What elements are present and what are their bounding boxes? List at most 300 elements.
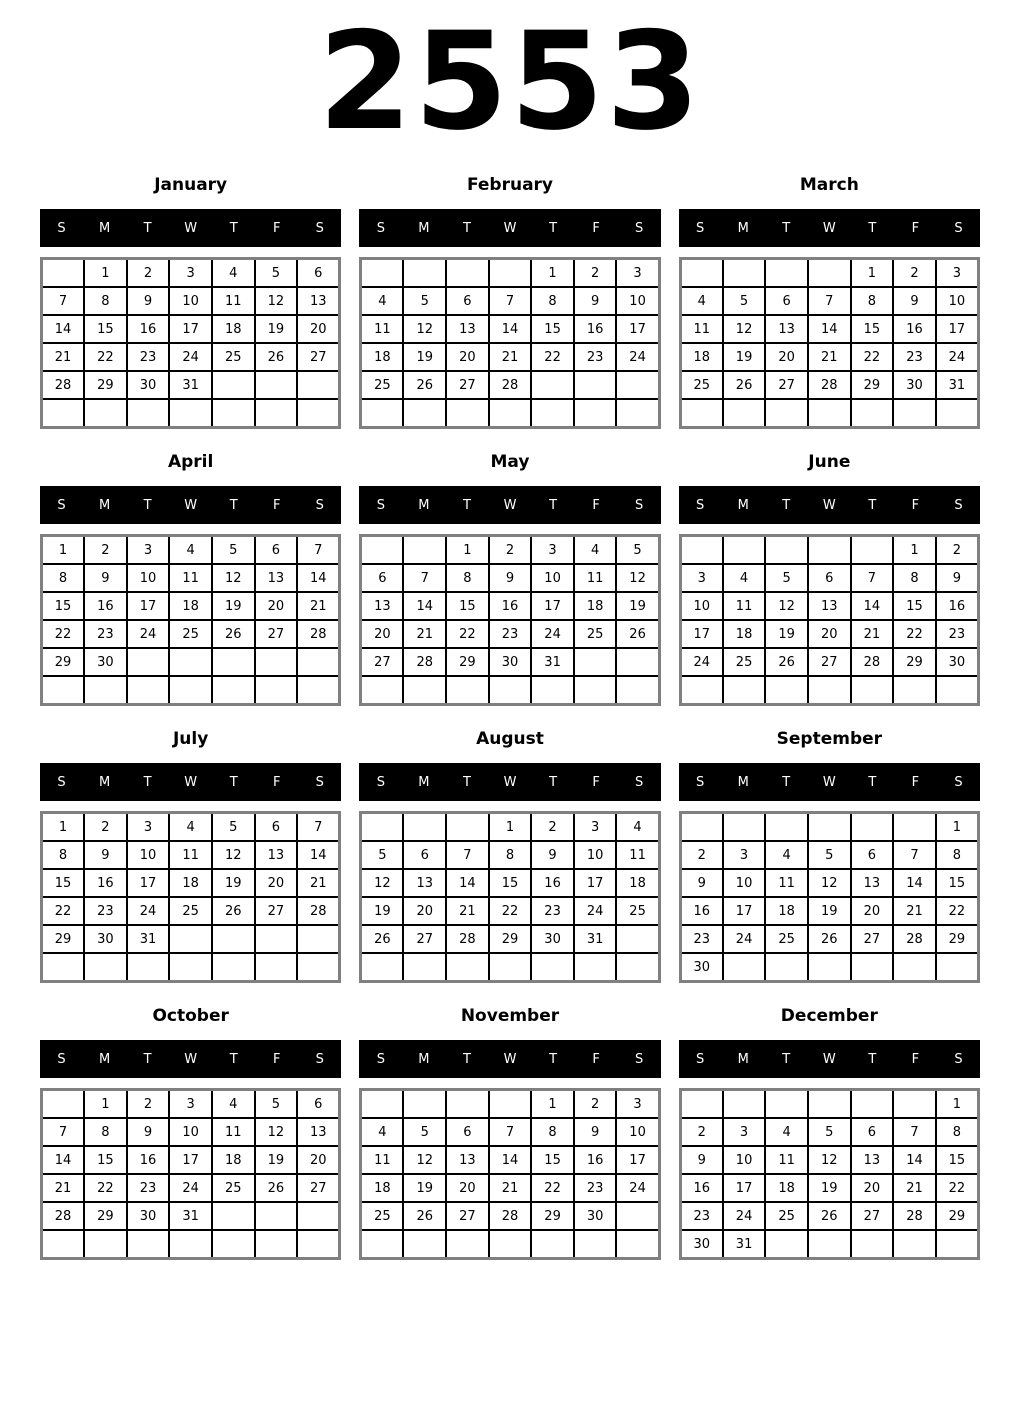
date-cell-30: 30 xyxy=(680,1230,723,1259)
weekday-label: S xyxy=(696,220,705,236)
month-title: April xyxy=(167,452,214,472)
week-row xyxy=(42,1174,340,1202)
empty-cell xyxy=(765,536,808,565)
months-grid xyxy=(40,163,980,1271)
empty-cell xyxy=(851,813,894,842)
date-cell-15: 15 xyxy=(489,869,532,897)
date-cell-31: 31 xyxy=(531,648,574,676)
date-cell-25: 25 xyxy=(616,897,659,925)
date-cell-18: 18 xyxy=(574,592,617,620)
weekday-header xyxy=(40,209,341,247)
empty-cell xyxy=(808,259,851,288)
date-cell-17: 17 xyxy=(936,315,979,343)
date-cell-23: 23 xyxy=(893,343,936,371)
weekday-label: T xyxy=(782,774,791,790)
date-cell-22: 22 xyxy=(531,1174,574,1202)
date-cell-4: 4 xyxy=(212,1090,255,1119)
date-cell-3: 3 xyxy=(616,1090,659,1119)
date-cell-7: 7 xyxy=(851,564,894,592)
weekday-label: S xyxy=(315,774,324,790)
month-april xyxy=(40,440,341,706)
weekday-label: F xyxy=(911,1051,920,1067)
empty-cell xyxy=(403,813,446,842)
empty-cell xyxy=(403,536,446,565)
empty-cell xyxy=(403,399,446,428)
date-cell-8: 8 xyxy=(84,1118,127,1146)
date-cell-19: 19 xyxy=(808,897,851,925)
date-cell-9: 9 xyxy=(84,564,127,592)
week-row xyxy=(361,1174,659,1202)
date-cell-24: 24 xyxy=(616,1174,659,1202)
empty-cell xyxy=(765,1090,808,1119)
date-cell-19: 19 xyxy=(255,1146,298,1174)
date-cell-13: 13 xyxy=(297,287,340,315)
date-cell-15: 15 xyxy=(42,869,85,897)
week-row xyxy=(361,259,659,288)
date-cell-30: 30 xyxy=(531,925,574,953)
date-cell-22: 22 xyxy=(42,897,85,925)
empty-cell xyxy=(808,676,851,705)
date-cell-21: 21 xyxy=(403,620,446,648)
date-cell-19: 19 xyxy=(723,343,766,371)
date-cell-12: 12 xyxy=(403,315,446,343)
weekday-label: F xyxy=(273,774,281,790)
weekday-label: W xyxy=(503,497,517,513)
date-cell-4: 4 xyxy=(616,813,659,842)
empty-cell xyxy=(255,953,298,982)
date-cell-11: 11 xyxy=(169,841,212,869)
date-cell-31: 31 xyxy=(723,1230,766,1259)
month-title: November xyxy=(460,1006,560,1026)
date-cell-5: 5 xyxy=(212,536,255,565)
weekday-label: W xyxy=(184,497,198,513)
date-cell-13: 13 xyxy=(446,1146,489,1174)
week-row xyxy=(680,1174,978,1202)
date-cell-2: 2 xyxy=(489,536,532,565)
date-cell-25: 25 xyxy=(169,897,212,925)
empty-cell xyxy=(169,399,212,428)
week-row xyxy=(680,287,978,315)
date-cell-15: 15 xyxy=(893,592,936,620)
date-cell-16: 16 xyxy=(574,1146,617,1174)
date-cell-13: 13 xyxy=(255,841,298,869)
empty-cell xyxy=(446,813,489,842)
empty-cell xyxy=(42,953,85,982)
date-cell-9: 9 xyxy=(574,287,617,315)
date-cell-29: 29 xyxy=(893,648,936,676)
date-cell-14: 14 xyxy=(489,315,532,343)
date-cell-18: 18 xyxy=(616,869,659,897)
date-cell-29: 29 xyxy=(446,648,489,676)
date-cell-20: 20 xyxy=(255,869,298,897)
week-row xyxy=(680,953,978,982)
date-cell-20: 20 xyxy=(361,620,404,648)
week-row xyxy=(680,676,978,705)
weekday-label: M xyxy=(98,774,111,790)
date-cell-31: 31 xyxy=(169,1202,212,1230)
weekday-header xyxy=(359,209,660,247)
date-cell-2: 2 xyxy=(531,813,574,842)
date-cell-3: 3 xyxy=(723,1118,766,1146)
week-row xyxy=(680,1202,978,1230)
week-row xyxy=(680,371,978,399)
empty-cell xyxy=(616,953,659,982)
week-row xyxy=(42,259,340,288)
date-cell-7: 7 xyxy=(893,1118,936,1146)
date-cell-11: 11 xyxy=(616,841,659,869)
date-cell-1: 1 xyxy=(42,536,85,565)
date-cell-10: 10 xyxy=(169,287,212,315)
date-cell-26: 26 xyxy=(616,620,659,648)
weekday-label: S xyxy=(376,497,385,513)
empty-cell xyxy=(489,676,532,705)
date-cell-18: 18 xyxy=(361,1174,404,1202)
empty-cell xyxy=(851,1230,894,1259)
date-cell-24: 24 xyxy=(127,620,170,648)
empty-cell xyxy=(42,259,85,288)
weekday-label: S xyxy=(315,220,324,236)
date-cell-22: 22 xyxy=(84,343,127,371)
date-cell-30: 30 xyxy=(127,371,170,399)
date-cell-21: 21 xyxy=(489,1174,532,1202)
date-cell-6: 6 xyxy=(446,287,489,315)
date-cell-12: 12 xyxy=(616,564,659,592)
weekday-header xyxy=(679,209,980,247)
weekday-label: F xyxy=(911,220,920,236)
empty-cell xyxy=(297,953,340,982)
date-cell-15: 15 xyxy=(936,869,979,897)
date-cell-25: 25 xyxy=(723,648,766,676)
week-row xyxy=(42,315,340,343)
week-row xyxy=(42,343,340,371)
date-cell-10: 10 xyxy=(169,1118,212,1146)
date-cell-10: 10 xyxy=(616,287,659,315)
date-cell-4: 4 xyxy=(574,536,617,565)
weekday-header xyxy=(359,1040,660,1078)
weekday-label: S xyxy=(635,497,644,513)
empty-cell xyxy=(765,259,808,288)
month-october xyxy=(40,994,341,1260)
date-cell-25: 25 xyxy=(361,1202,404,1230)
date-cell-10: 10 xyxy=(723,869,766,897)
weekday-label: S xyxy=(57,220,66,236)
week-row xyxy=(42,287,340,315)
date-cell-13: 13 xyxy=(297,1118,340,1146)
date-cell-16: 16 xyxy=(680,1174,723,1202)
empty-cell xyxy=(616,925,659,953)
empty-cell xyxy=(489,399,532,428)
date-cell-22: 22 xyxy=(489,897,532,925)
weekday-label: T xyxy=(868,774,877,790)
empty-cell xyxy=(84,1230,127,1259)
date-cell-17: 17 xyxy=(169,315,212,343)
date-cell-28: 28 xyxy=(297,897,340,925)
date-cell-24: 24 xyxy=(723,1202,766,1230)
empty-cell xyxy=(616,371,659,399)
empty-cell xyxy=(403,676,446,705)
weekday-label: M xyxy=(737,1051,749,1067)
date-cell-3: 3 xyxy=(127,813,170,842)
date-cell-7: 7 xyxy=(42,287,85,315)
date-cell-30: 30 xyxy=(574,1202,617,1230)
date-cell-28: 28 xyxy=(851,648,894,676)
date-cell-13: 13 xyxy=(851,869,894,897)
week-row xyxy=(42,925,340,953)
date-cell-25: 25 xyxy=(212,343,255,371)
empty-cell xyxy=(851,536,894,565)
empty-cell xyxy=(42,399,85,428)
date-cell-6: 6 xyxy=(403,841,446,869)
empty-cell xyxy=(574,953,617,982)
date-cell-6: 6 xyxy=(297,259,340,288)
weekday-label: T xyxy=(782,220,791,236)
date-cell-23: 23 xyxy=(680,925,723,953)
weekday-label: F xyxy=(911,497,920,513)
week-row xyxy=(361,869,659,897)
empty-cell xyxy=(765,1230,808,1259)
date-cell-13: 13 xyxy=(851,1146,894,1174)
empty-cell xyxy=(446,676,489,705)
weekday-label: S xyxy=(954,774,963,790)
date-cell-24: 24 xyxy=(680,648,723,676)
date-cell-12: 12 xyxy=(255,1118,298,1146)
date-grid xyxy=(40,811,341,983)
week-row xyxy=(361,371,659,399)
month-december xyxy=(679,994,980,1260)
date-cell-26: 26 xyxy=(212,620,255,648)
date-cell-26: 26 xyxy=(808,925,851,953)
weekday-label: T xyxy=(143,1051,152,1067)
date-cell-10: 10 xyxy=(574,841,617,869)
date-cell-21: 21 xyxy=(446,897,489,925)
date-cell-1: 1 xyxy=(936,813,979,842)
empty-cell xyxy=(574,676,617,705)
date-cell-20: 20 xyxy=(297,315,340,343)
date-cell-9: 9 xyxy=(936,564,979,592)
date-cell-21: 21 xyxy=(893,897,936,925)
empty-cell xyxy=(893,399,936,428)
empty-cell xyxy=(212,925,255,953)
date-cell-23: 23 xyxy=(680,1202,723,1230)
empty-cell xyxy=(808,1090,851,1119)
date-cell-12: 12 xyxy=(808,869,851,897)
week-row xyxy=(361,1090,659,1119)
empty-cell xyxy=(574,1230,617,1259)
week-row xyxy=(680,925,978,953)
date-cell-13: 13 xyxy=(808,592,851,620)
date-cell-15: 15 xyxy=(84,1146,127,1174)
week-row xyxy=(680,648,978,676)
empty-cell xyxy=(851,953,894,982)
empty-cell xyxy=(616,399,659,428)
empty-cell xyxy=(361,399,404,428)
empty-cell xyxy=(531,676,574,705)
date-cell-23: 23 xyxy=(84,620,127,648)
weekday-label: F xyxy=(592,220,600,236)
date-cell-22: 22 xyxy=(42,620,85,648)
date-cell-23: 23 xyxy=(127,343,170,371)
empty-cell xyxy=(574,399,617,428)
date-cell-7: 7 xyxy=(489,1118,532,1146)
empty-cell xyxy=(808,813,851,842)
empty-cell xyxy=(403,1230,446,1259)
week-row xyxy=(680,592,978,620)
date-cell-23: 23 xyxy=(574,1174,617,1202)
date-cell-22: 22 xyxy=(893,620,936,648)
date-cell-6: 6 xyxy=(297,1090,340,1119)
week-row xyxy=(680,564,978,592)
date-cell-19: 19 xyxy=(212,869,255,897)
week-row xyxy=(680,259,978,288)
weekday-label: S xyxy=(315,497,324,513)
date-cell-25: 25 xyxy=(574,620,617,648)
weekday-label: T xyxy=(462,497,471,513)
month-november xyxy=(359,994,660,1260)
date-cell-31: 31 xyxy=(127,925,170,953)
week-row xyxy=(361,925,659,953)
date-cell-1: 1 xyxy=(936,1090,979,1119)
empty-cell xyxy=(531,1230,574,1259)
date-cell-5: 5 xyxy=(403,1118,446,1146)
weekday-label: S xyxy=(696,774,705,790)
date-cell-5: 5 xyxy=(723,287,766,315)
date-cell-22: 22 xyxy=(446,620,489,648)
date-cell-2: 2 xyxy=(680,841,723,869)
date-cell-7: 7 xyxy=(297,813,340,842)
date-cell-24: 24 xyxy=(936,343,979,371)
date-cell-28: 28 xyxy=(893,1202,936,1230)
date-cell-7: 7 xyxy=(808,287,851,315)
date-cell-27: 27 xyxy=(403,925,446,953)
empty-cell xyxy=(212,676,255,705)
week-row xyxy=(361,1146,659,1174)
empty-cell xyxy=(403,953,446,982)
date-cell-18: 18 xyxy=(723,620,766,648)
week-row xyxy=(680,1090,978,1119)
date-cell-19: 19 xyxy=(765,620,808,648)
date-cell-16: 16 xyxy=(531,869,574,897)
date-grid xyxy=(359,1088,660,1260)
empty-cell xyxy=(936,1230,979,1259)
week-row xyxy=(361,1118,659,1146)
weekday-label: T xyxy=(143,497,152,513)
empty-cell xyxy=(680,676,723,705)
date-cell-3: 3 xyxy=(531,536,574,565)
weekday-label: T xyxy=(549,1051,558,1067)
weekday-header xyxy=(40,1040,341,1078)
date-grid xyxy=(359,257,660,429)
date-cell-20: 20 xyxy=(851,1174,894,1202)
date-cell-3: 3 xyxy=(574,813,617,842)
week-row xyxy=(680,536,978,565)
date-cell-15: 15 xyxy=(531,315,574,343)
date-cell-31: 31 xyxy=(574,925,617,953)
date-cell-1: 1 xyxy=(531,1090,574,1119)
weekday-header xyxy=(679,486,980,524)
date-cell-5: 5 xyxy=(255,1090,298,1119)
date-cell-25: 25 xyxy=(765,1202,808,1230)
date-cell-20: 20 xyxy=(297,1146,340,1174)
weekday-label: W xyxy=(822,497,836,513)
empty-cell xyxy=(723,813,766,842)
weekday-label: S xyxy=(696,497,705,513)
date-cell-11: 11 xyxy=(169,564,212,592)
empty-cell xyxy=(765,399,808,428)
week-row xyxy=(42,399,340,428)
empty-cell xyxy=(84,399,127,428)
empty-cell xyxy=(361,536,404,565)
date-cell-24: 24 xyxy=(574,897,617,925)
date-cell-30: 30 xyxy=(936,648,979,676)
empty-cell xyxy=(616,676,659,705)
weekday-label: F xyxy=(592,497,600,513)
date-cell-21: 21 xyxy=(489,343,532,371)
weekday-label: W xyxy=(503,220,517,236)
date-cell-7: 7 xyxy=(893,841,936,869)
date-cell-9: 9 xyxy=(574,1118,617,1146)
empty-cell xyxy=(212,953,255,982)
date-cell-5: 5 xyxy=(255,259,298,288)
weekday-header xyxy=(40,763,341,801)
date-cell-9: 9 xyxy=(893,287,936,315)
empty-cell xyxy=(169,925,212,953)
date-cell-4: 4 xyxy=(361,1118,404,1146)
date-grid xyxy=(359,534,660,706)
month-september xyxy=(679,717,980,983)
date-cell-5: 5 xyxy=(212,813,255,842)
date-cell-14: 14 xyxy=(851,592,894,620)
date-cell-20: 20 xyxy=(446,343,489,371)
date-cell-6: 6 xyxy=(765,287,808,315)
empty-cell xyxy=(489,259,532,288)
date-cell-30: 30 xyxy=(893,371,936,399)
date-cell-4: 4 xyxy=(680,287,723,315)
empty-cell xyxy=(446,1090,489,1119)
date-cell-22: 22 xyxy=(936,897,979,925)
empty-cell xyxy=(361,813,404,842)
empty-cell xyxy=(936,399,979,428)
date-cell-3: 3 xyxy=(936,259,979,288)
date-cell-19: 19 xyxy=(403,1174,446,1202)
date-cell-5: 5 xyxy=(361,841,404,869)
date-cell-27: 27 xyxy=(808,648,851,676)
date-cell-24: 24 xyxy=(616,343,659,371)
empty-cell xyxy=(169,648,212,676)
week-row xyxy=(680,897,978,925)
date-cell-15: 15 xyxy=(84,315,127,343)
date-cell-19: 19 xyxy=(255,315,298,343)
month-title: February xyxy=(466,175,554,195)
date-cell-3: 3 xyxy=(680,564,723,592)
date-cell-4: 4 xyxy=(169,813,212,842)
date-cell-17: 17 xyxy=(680,620,723,648)
month-title: May xyxy=(490,452,530,472)
date-cell-12: 12 xyxy=(723,315,766,343)
weekday-header xyxy=(359,763,660,801)
date-cell-26: 26 xyxy=(723,371,766,399)
date-cell-6: 6 xyxy=(851,841,894,869)
week-row xyxy=(680,343,978,371)
date-cell-27: 27 xyxy=(297,1174,340,1202)
date-cell-28: 28 xyxy=(489,1202,532,1230)
month-july xyxy=(40,717,341,983)
empty-cell xyxy=(212,399,255,428)
date-cell-4: 4 xyxy=(723,564,766,592)
date-grid xyxy=(40,534,341,706)
week-row xyxy=(42,897,340,925)
weekday-label: M xyxy=(98,497,111,513)
month-march xyxy=(679,163,980,429)
